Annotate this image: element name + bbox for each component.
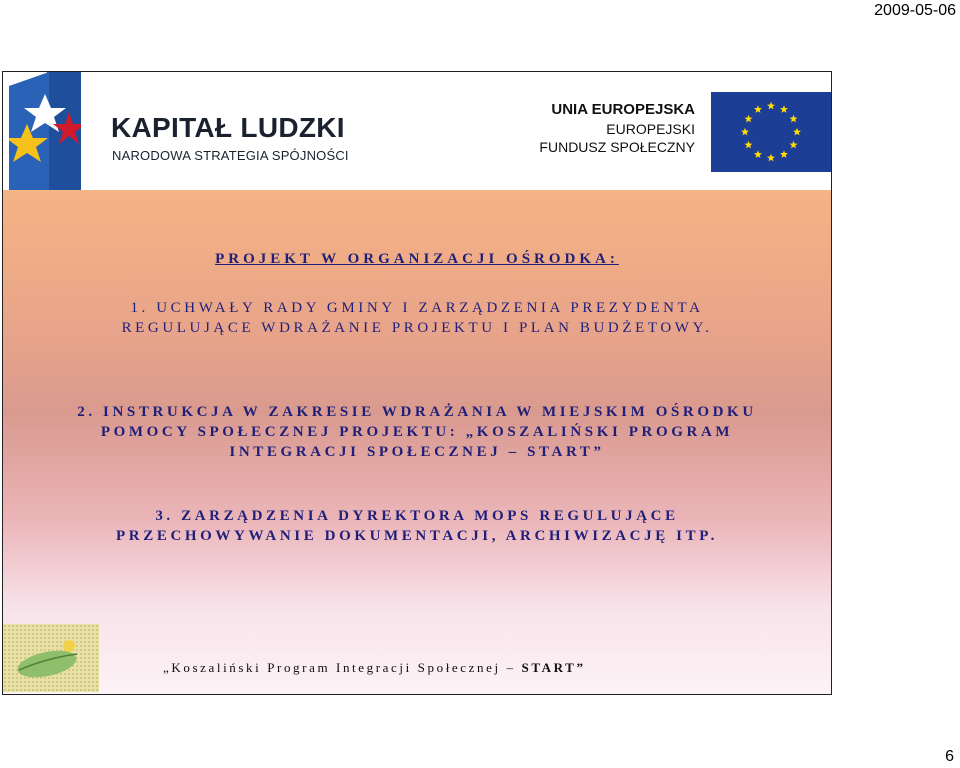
page-date: 2009-05-06 (874, 2, 956, 19)
program-title: KAPITAŁ LUDZKI (111, 112, 345, 143)
list-item-3: 3. ZARZĄDZENIA DYREKTORA MOPS REGULUJĄCE PRZECHOWYWANIE DOKUMENTACJI, ARCHIWIZACJĘ ITP. (116, 508, 718, 544)
footer-text: „Koszaliński Program Integracji Społecznej – (163, 660, 516, 675)
eu-flag-icon (711, 92, 831, 172)
list-item-1: 1. UCHWAŁY RADY GMINY I ZARZĄDZENIA PREZYDENTA REGULUJĄCE WDRAŻANIE PROJEKTU I PLAN BUDŻETOWY. (121, 300, 713, 336)
page-number: 6 (945, 748, 954, 765)
list-item-2: 2. INSTRUKCJA W ZAKRESIE WDRAŻANIA W MIEJSKIM OŚRODKU POMOCY SPOŁECZNEJ PROJEKTU: „KOSZALIŃSKI PROGRAM INTEGRACJI SPOŁECZNEJ – START” (77, 404, 757, 460)
footer-program-name (163, 660, 586, 676)
leaf-logo-icon (3, 624, 99, 692)
section-heading: PROJEKT W ORGANIZACJI OŚRODKA: (215, 251, 619, 267)
eu-label-line2: EUROPEJSKI (606, 121, 695, 137)
eu-label-line1: UNIA EUROPEJSKA (551, 101, 695, 118)
program-subtitle: NARODOWA STRATEGIA SPÓJNOŚCI (112, 148, 349, 163)
slide-header (3, 72, 831, 190)
kapital-ludzki-logo-icon (9, 72, 81, 190)
slide (2, 71, 832, 695)
footer-start: START” (521, 660, 586, 675)
eu-label-line3: FUNDUSZ SPOŁECZNY (539, 139, 695, 155)
eu-fund-label (539, 100, 695, 156)
